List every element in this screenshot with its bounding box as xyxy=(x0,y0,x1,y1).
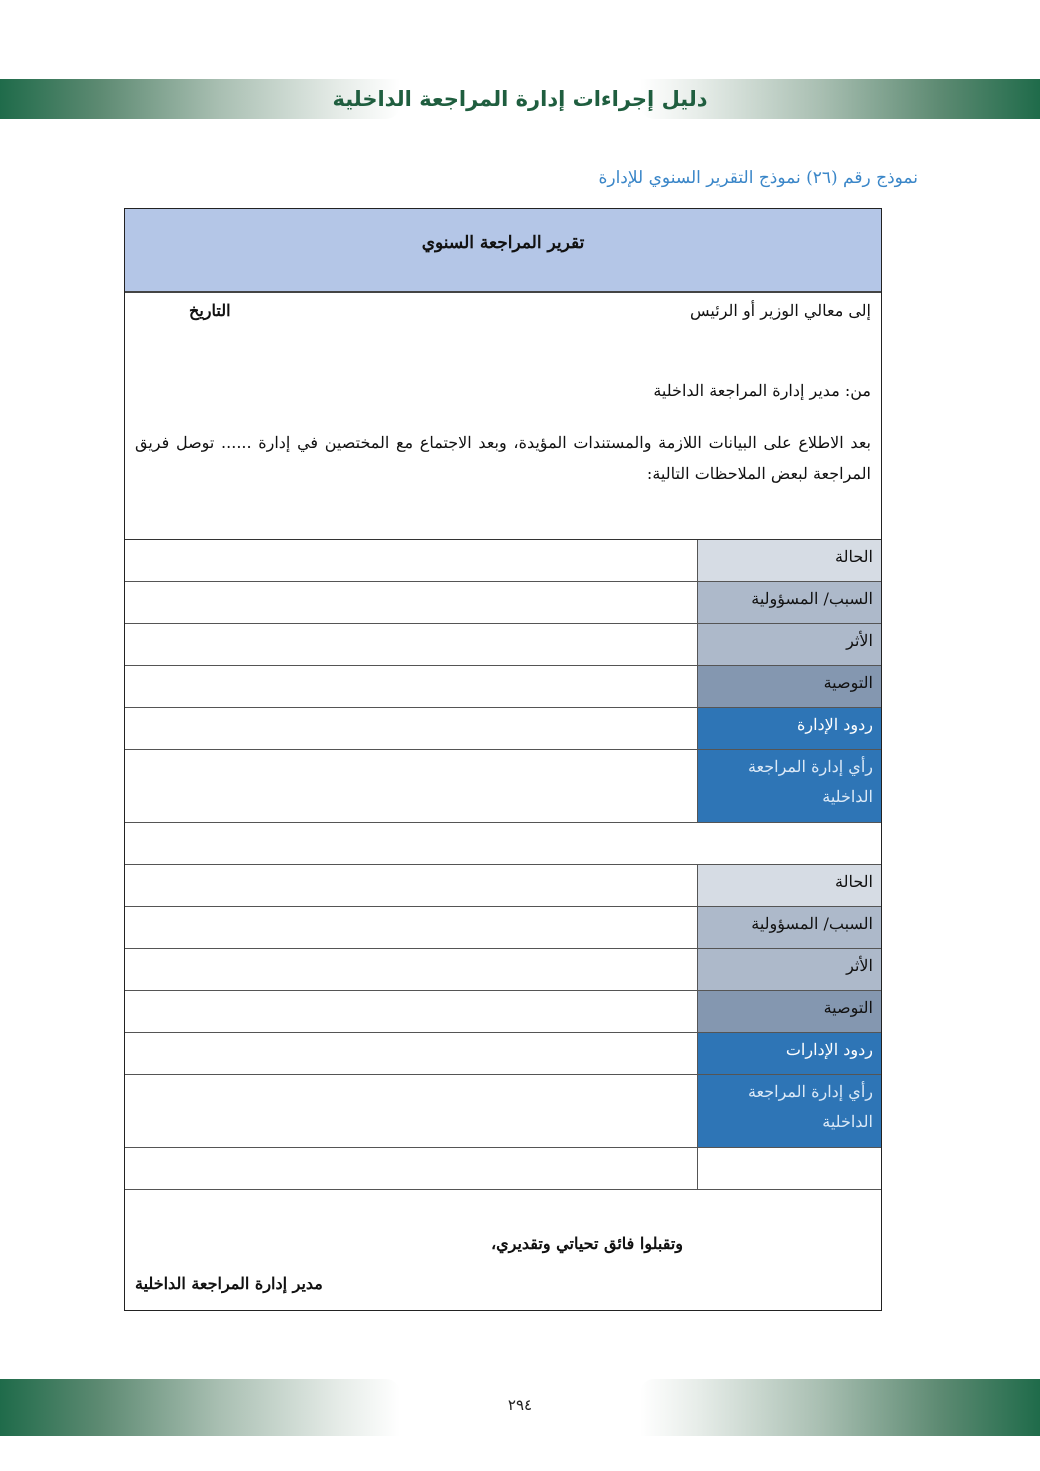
report-closing xyxy=(125,1190,881,1310)
row-label: الأثر xyxy=(697,624,881,665)
intro-body: بعد الاطلاع على البيانات اللازمة والمستندات المؤيدة، وبعد الاجتماع مع المختصين في إدارة ...... توصل فريق المراجعة لبعض الملاحظات التالية: xyxy=(135,433,871,483)
section1-row-status xyxy=(125,540,881,582)
row-value[interactable] xyxy=(125,624,697,665)
form-caption: نموذج رقم (٢٦) نموذج التقرير السنوي للإدارة xyxy=(598,168,918,188)
row-value[interactable] xyxy=(125,865,697,906)
header-title: دليل إجراءات إدارة المراجعة الداخلية xyxy=(332,87,708,111)
section1-row-management-response xyxy=(125,708,881,750)
row-value[interactable] xyxy=(125,907,697,948)
section2-row-management-responses xyxy=(125,1033,881,1075)
blank-row xyxy=(125,1148,881,1190)
date-label: التاريخ xyxy=(189,301,231,320)
section2-row-audit-opinion xyxy=(125,1075,881,1148)
section2-row-cause xyxy=(125,907,881,949)
row-label: الأثر xyxy=(697,949,881,990)
section2-row-effect xyxy=(125,949,881,991)
section1-row-recommendation xyxy=(125,666,881,708)
report-intro xyxy=(125,293,881,540)
recipient-line: إلى معالي الوزير أو الرئيس xyxy=(690,301,871,320)
row-value[interactable] xyxy=(125,750,697,822)
row-label: السبب/ المسؤولية xyxy=(697,907,881,948)
page-number: ٢٩٤ xyxy=(507,1396,533,1414)
row-value[interactable] xyxy=(125,949,697,990)
row-value-empty[interactable] xyxy=(125,1148,697,1189)
row-label: السبب/ المسؤولية xyxy=(697,582,881,623)
row-label: ردود الإدارة xyxy=(697,708,881,749)
report-title: تقرير المراجعة السنوي xyxy=(125,209,881,293)
row-value[interactable] xyxy=(125,1033,697,1074)
row-value[interactable] xyxy=(125,540,697,581)
row-label: التوصية xyxy=(697,991,881,1032)
row-value[interactable] xyxy=(125,708,697,749)
header-band xyxy=(0,79,1040,119)
section-separator-row xyxy=(125,823,881,865)
row-label: التوصية xyxy=(697,666,881,707)
footer-band xyxy=(0,1379,1040,1436)
section1-row-effect xyxy=(125,624,881,666)
row-label: الحالة xyxy=(697,540,881,581)
row-value[interactable] xyxy=(125,666,697,707)
annual-report-form xyxy=(124,208,882,1311)
row-label: ردود الإدارات xyxy=(697,1033,881,1074)
row-value[interactable] xyxy=(125,1075,697,1147)
section2-row-status xyxy=(125,865,881,907)
row-label-empty xyxy=(697,1148,881,1189)
row-label: رأي إدارة المراجعة الداخلية xyxy=(697,750,881,822)
section1-row-cause xyxy=(125,582,881,624)
section2-row-recommendation xyxy=(125,991,881,1033)
row-value[interactable] xyxy=(125,991,697,1032)
sender-line: من: مدير إدارة المراجعة الداخلية xyxy=(653,381,871,400)
signature-line: مدير إدارة المراجعة الداخلية xyxy=(135,1274,323,1293)
row-label: الحالة xyxy=(697,865,881,906)
row-label: رأي إدارة المراجعة الداخلية xyxy=(697,1075,881,1147)
row-value[interactable] xyxy=(125,582,697,623)
closing-regards: وتقبلوا فائق تحياتي وتقديري، xyxy=(490,1234,683,1253)
section1-row-audit-opinion xyxy=(125,750,881,823)
